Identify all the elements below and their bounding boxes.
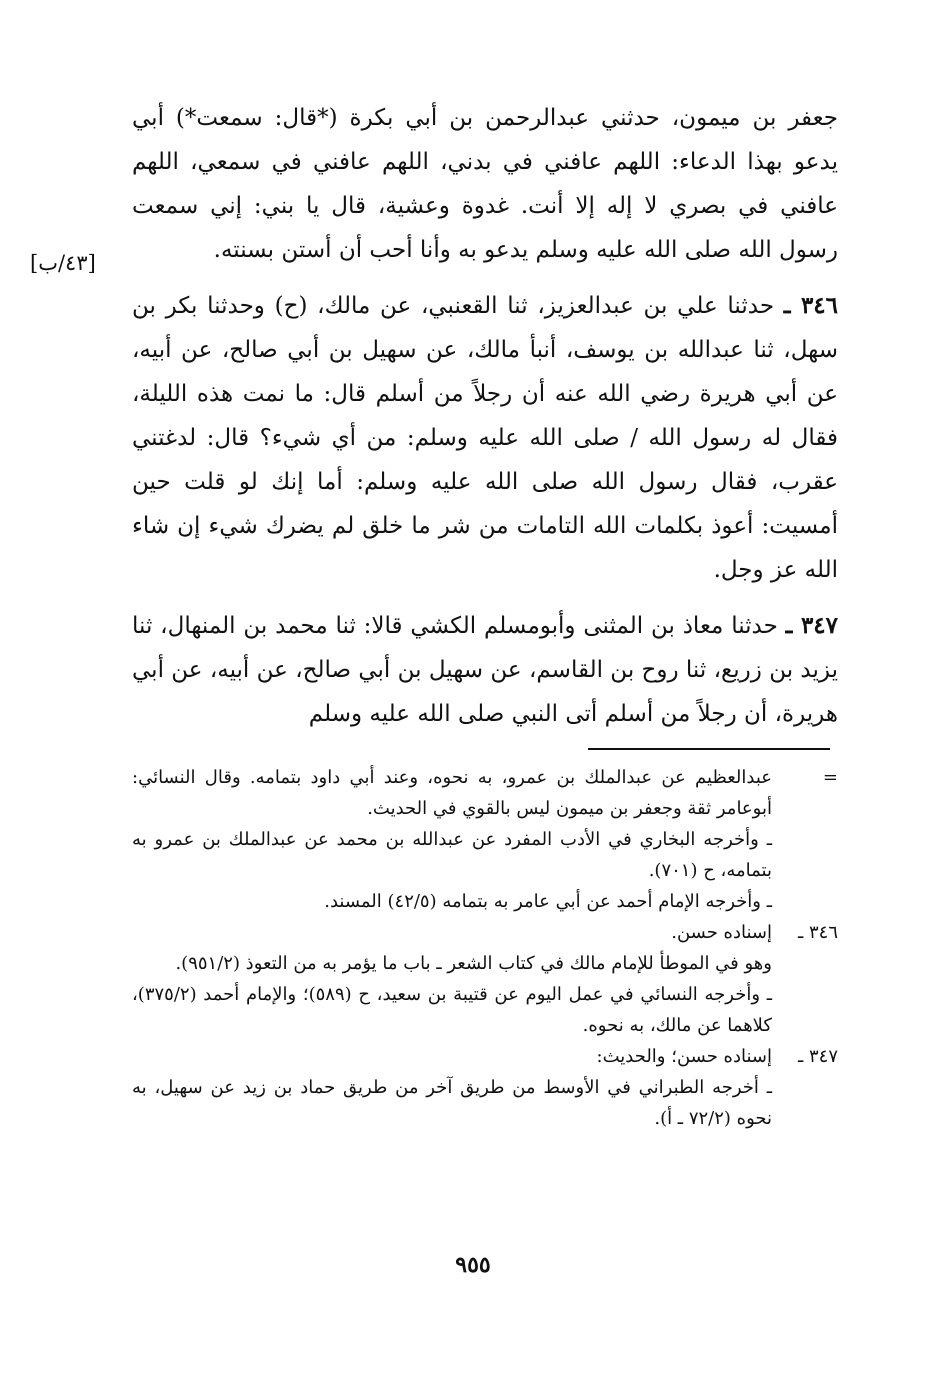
hadith-number-346: ٣٤٦ ـ: [783, 292, 839, 319]
footnote-label: ٣٤٧ ـ: [797, 1046, 838, 1067]
footnote-text: ـ أخرجه الطبراني في الأوسط من طريق آخر من طريق حماد بن زيد عن سهيل، به نحوه (٧٢/٢ ـ أ).: [132, 1077, 772, 1129]
footnote-label: [772, 824, 838, 886]
hadith-347: [132, 604, 838, 736]
footnote: [132, 824, 838, 886]
footnote: [132, 979, 838, 1041]
footnote: [132, 917, 838, 948]
footnote-text: ـ وأخرجه الإمام أحمد عن أبي عامر به بتمامه (٤٢/٥) المسند.: [324, 891, 772, 912]
footnote-divider: [588, 748, 830, 750]
footnote-text: إسناده حسن؛ والحديث:: [596, 1046, 772, 1067]
footnote: [132, 1072, 838, 1134]
footnotes: [132, 762, 838, 1134]
page-number: ٩٥٥: [455, 1252, 491, 1278]
footnote: [132, 886, 838, 917]
footnote-text: ـ وأخرجه النسائي في عمل اليوم عن قتيبة بن سعيد، ح (٥٨٩)؛ والإمام أحمد (٣٧٥/٢)، كلاهما عن مالك، به نحوه.: [132, 984, 772, 1036]
main-text: [132, 96, 838, 736]
footnote: [132, 1041, 838, 1072]
footnote-label: [772, 886, 838, 917]
footnote-label: [772, 1072, 838, 1134]
hadith-346: [132, 284, 838, 592]
footnote-text: ـ وأخرجه البخاري في الأدب المفرد عن عبدالله بن محمد عن عبدالملك بن عمرو به بتمامه، ح (٧٠١).: [132, 829, 772, 881]
footnote-label: ٣٤٦ ـ: [797, 922, 838, 943]
manuscript-folio-ref: [٤٣/ب]: [30, 251, 96, 275]
footnote-label: [772, 979, 838, 1041]
footnote-label: [772, 948, 838, 979]
hadith-number-347: ٣٤٧ ـ: [785, 612, 839, 639]
hadith-347-text: حدثنا معاذ بن المثنى وأبومسلم الكشي قالا: ثنا محمد بن المنهال، ثنا يزيد بن زريع، ثنا روح بن القاسم، عن سهيل بن أبي صالح، عن أبيه، عن أبي هريرة، أن رجلاً من أسلم أتى النبي صلى الله عليه وسلم: [132, 613, 838, 727]
footnote: [132, 762, 838, 824]
footnote-text: إسناده حسن.: [671, 922, 772, 943]
footnote: [132, 948, 838, 979]
paragraph-continuation: جعفر بن ميمون، حدثني عبدالرحمن بن أبي بكرة (*قال: سمعت*) أبي يدعو بهذا الدعاء: اللهم عافني في بدني، اللهم عافني في سمعي، اللهم عافني في بصري لا إله إلا أنت. غدوة وعشية، قال يا بني: إني سمعت رسول الله صلى الله عليه وسلم يدعو به وأنا أحب أن أستن بسنته.: [132, 105, 838, 263]
footnote-text: وهو في الموطأ للإمام مالك في كتاب الشعر ـ باب ما يؤمر به من التعوذ (٩٥١/٢).: [175, 953, 772, 974]
footnote-label: =: [822, 767, 838, 788]
footnote-text: عبدالعظيم عن عبدالملك بن عمرو، به نحوه، وعند أبي داود بتمامه. وقال النسائي: أبوعامر ثقة وجعفر بن ميمون ليس بالقوي في الحديث.: [132, 767, 772, 819]
hadith-346-text: حدثنا علي بن عبدالعزيز، ثنا القعنبي، عن مالك، (ح) وحدثنا بكر بن سهل، ثنا عبدالله بن يوسف، أنبأ مالك، عن سهيل بن أبي صالح، عن أبيه، عن أبي هريرة رضي الله عنه أن رجلاً من أسلم قال: ما نمت هذه الليلة، فقال له رسول الله / صلى الله عليه وسلم: من أي شيء؟ قال: لدغتني عقرب، فقال رسول الله صلى الله عليه وسلم: أما إنك لو قلت حين أمسيت: أعوذ بكلمات الله التامات من شر ما خلق لم يضرك شيء إن شاء الله عز وجل.: [132, 293, 838, 583]
